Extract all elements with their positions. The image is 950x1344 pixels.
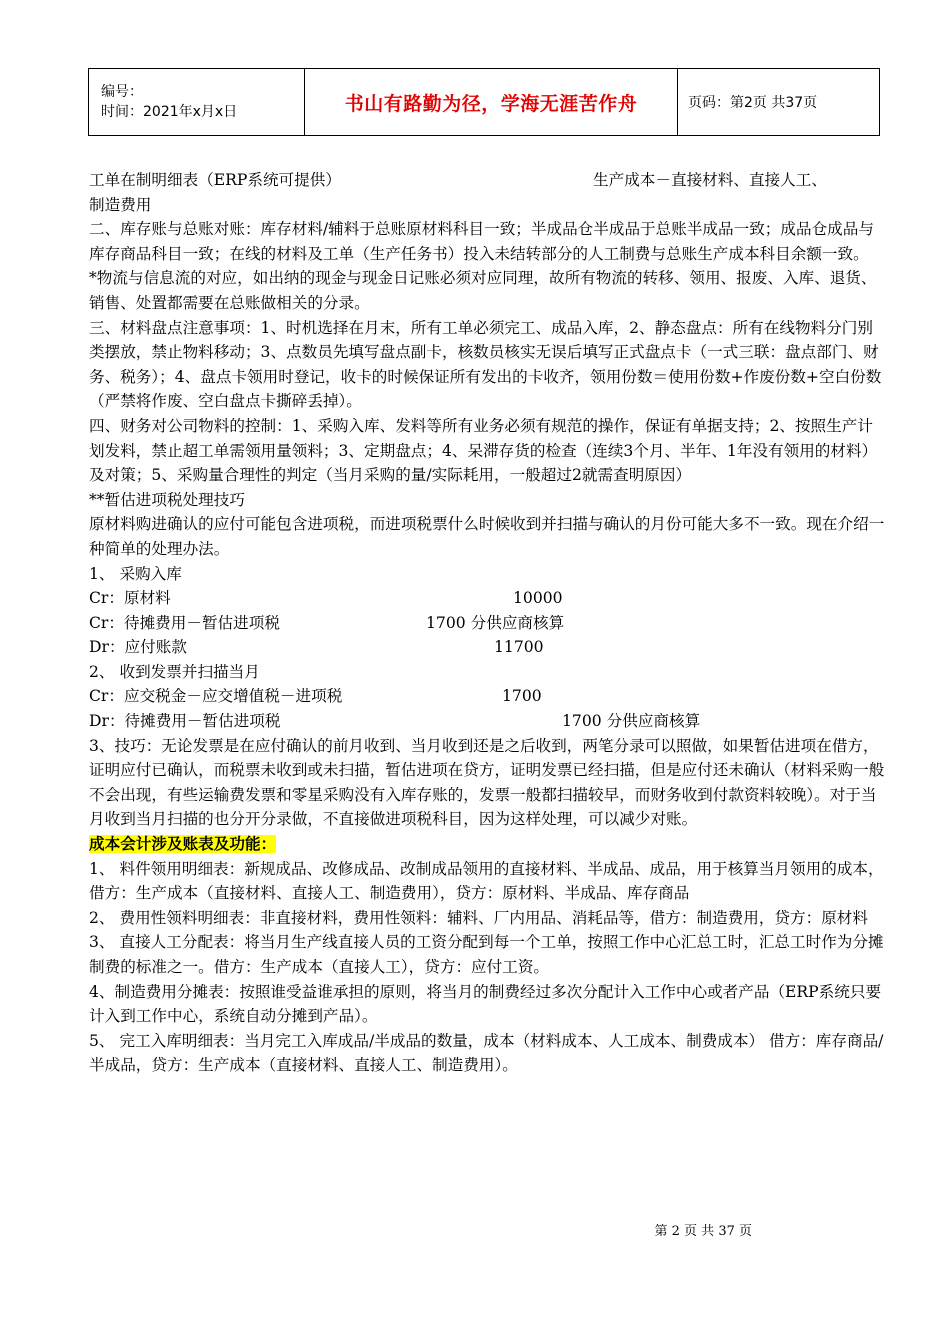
- motto: 书山有路勤为径，学海无涯苦作舟: [344, 92, 638, 115]
- page-footer: [0, 1220, 950, 1239]
- number-label: 编号：: [101, 84, 143, 100]
- entry-label: Cr：应交税金－应交增值税－进项税: [89, 687, 343, 706]
- entry-amount: 1700: [502, 687, 542, 706]
- header-motto-cell: [305, 69, 678, 136]
- document-header: [88, 68, 880, 136]
- footer-page-number: 第 2 页 共 37 页: [654, 1224, 752, 1239]
- entry-row: [89, 611, 885, 636]
- step-1-title: 1、 采购入库: [89, 564, 182, 583]
- entry-label: Cr：原材料: [89, 589, 171, 608]
- page-label: 页码：第2页 共37页: [688, 95, 818, 111]
- list-item-3: 3、 直接人工分配表：将当月生产线直接人员的工资分配到每一个工单，按照工作中心汇总工时，汇总工时作为分摊制费的标准之一。借方：生产成本（直接人工），贷方：应付工资。: [89, 933, 884, 976]
- list-item-4: 4、制造费用分摊表：按照谁受益谁承担的原则，将当月的制费经过多次分配计入工作中心或者产品（ERP系统只要计入到工作中心，系统自动分摊到产品）。: [89, 982, 882, 1026]
- line-1: [89, 168, 885, 193]
- header-page-cell: [678, 69, 880, 136]
- list-item-5: 5、 完工入库明细表：当月完工入库成品/半成品的数量，成本（材料成本、人工成本、制费成本） 借方：库存商品/半成品，贷方：生产成本（直接材料、直接人工、制造费用）。: [89, 1031, 884, 1075]
- list-item-2: 2、 费用性领料明细表：非直接材料，费用性领料：辅料、厂内用品、消耗品等，借方：制造费用，贷方：原材料: [89, 908, 868, 927]
- entry-amount: 11700: [494, 638, 544, 657]
- entry-row: [89, 635, 885, 660]
- line-2: 制造费用: [89, 195, 152, 214]
- entry-label: Cr：待摊费用－暂估进项税: [89, 613, 280, 632]
- entry-row: [89, 586, 885, 611]
- header-info: [89, 69, 305, 136]
- entry-label: Dr：应付账款: [89, 638, 187, 657]
- step-2-title: 2、 收到发票并扫描当月: [89, 662, 260, 681]
- time-label: 时间：2021年x月x日: [101, 104, 238, 120]
- paragraph-logistics: *物流与信息流的对应，如出纳的现金与现金日记账必须对应同理，故所有物流的转移、领用、报废、入库、退货、销售、处置都需要在总账做相关的分录。: [89, 269, 877, 312]
- paragraph-material-control: 四、财务对公司物料的控制：1、采购入库、发料等所有业务必须有规范的操作，保证有单据支持；2、按照生产计划发料，禁止超工单需领用量领料；3、定期盘点；4、呆滞存货的检查（连续3个月、半年、1年没有领用的材料）及对策；5、采购量合理性的判定（当月采购的量/实际耗用，一般超过2就需查明原因）: [89, 416, 878, 485]
- wip-cost-text: 生产成本－直接材料、直接人工、: [593, 171, 827, 189]
- entry-amount: 1700 分供应商核算: [426, 613, 565, 632]
- paragraph-reconciliation: 二、库存账与总账对账：库存材料/辅料于总账原材料科目一致；半成品仓半成品于总账半成品一致；成品仓成品与库存商品科目一致；在线的材料及工单（生产任务书）投入未结转部分的人工制费与总账生产成本科目余额一致。: [89, 220, 874, 263]
- entry-row: [89, 684, 885, 709]
- entry-label: Dr：待摊费用－暂估进项税: [89, 712, 281, 731]
- paragraph-trick: 3、技巧：无论发票是在应付确认的前月收到、当月收到还是之后收到，两笔分录可以照做，如果暂估进项在借方，证明应付已确认，而税票未收到或未扫描，暂估进项在贷方，证明发票已经扫描，但是应付还未确认（材料采购一般不会出现，有些运输费发票和零星采购没有入库存账的，发票一般都扫描较早，而财务收到付款资料较晚）。对于当月收到当月扫描的也分开分录做，不直接做进项税科目，因为这样处理，可以减少对账。: [89, 736, 885, 829]
- document-body: [89, 168, 885, 1078]
- paragraph-inventory-count: 三、材料盘点注意事项：1、时机选择在月末，所有工单必须完工、成品入库，2、静态盘点：所有在线物料分门别类摆放，禁止物料移动；3、点数员先填写盘点副卡，核数员核实无误后填写正式盘点卡（一式三联：盘点部门、财务、税务）；4、盘点卡领用时登记，收卡的时候保证所有发出的卡收齐，领用份数＝使用份数+作废份数+空白份数（严禁将作废、空白盘点卡撕碎丢掉）。: [89, 318, 882, 411]
- tax-tips-title: **暂估进项税处理技巧: [89, 490, 245, 509]
- section-title: 成本会计涉及账表及功能：: [89, 835, 277, 854]
- entry-row: [89, 709, 885, 734]
- list-item-1: 1、 料件领用明细表：新规成品、改修成品、改制成品领用的直接材料、半成品、成品，用于核算当月领用的成本，借方：生产成本（直接材料、直接人工、制造费用），贷方：原材料、半成品、库存商品: [89, 859, 884, 903]
- section-title-line: [89, 832, 885, 857]
- entry-amount: 10000: [513, 589, 563, 608]
- tax-tips-intro: 原材料购进确认的应付可能包含进项税，而进项税票什么时候收到并扫描与确认的月份可能大多不一致。现在介绍一种简单的处理办法。: [89, 515, 885, 558]
- wip-table-text: 工单在制明细表（ERP系统可提供）: [89, 171, 341, 189]
- entry-amount: 1700 分供应商核算: [562, 712, 701, 731]
